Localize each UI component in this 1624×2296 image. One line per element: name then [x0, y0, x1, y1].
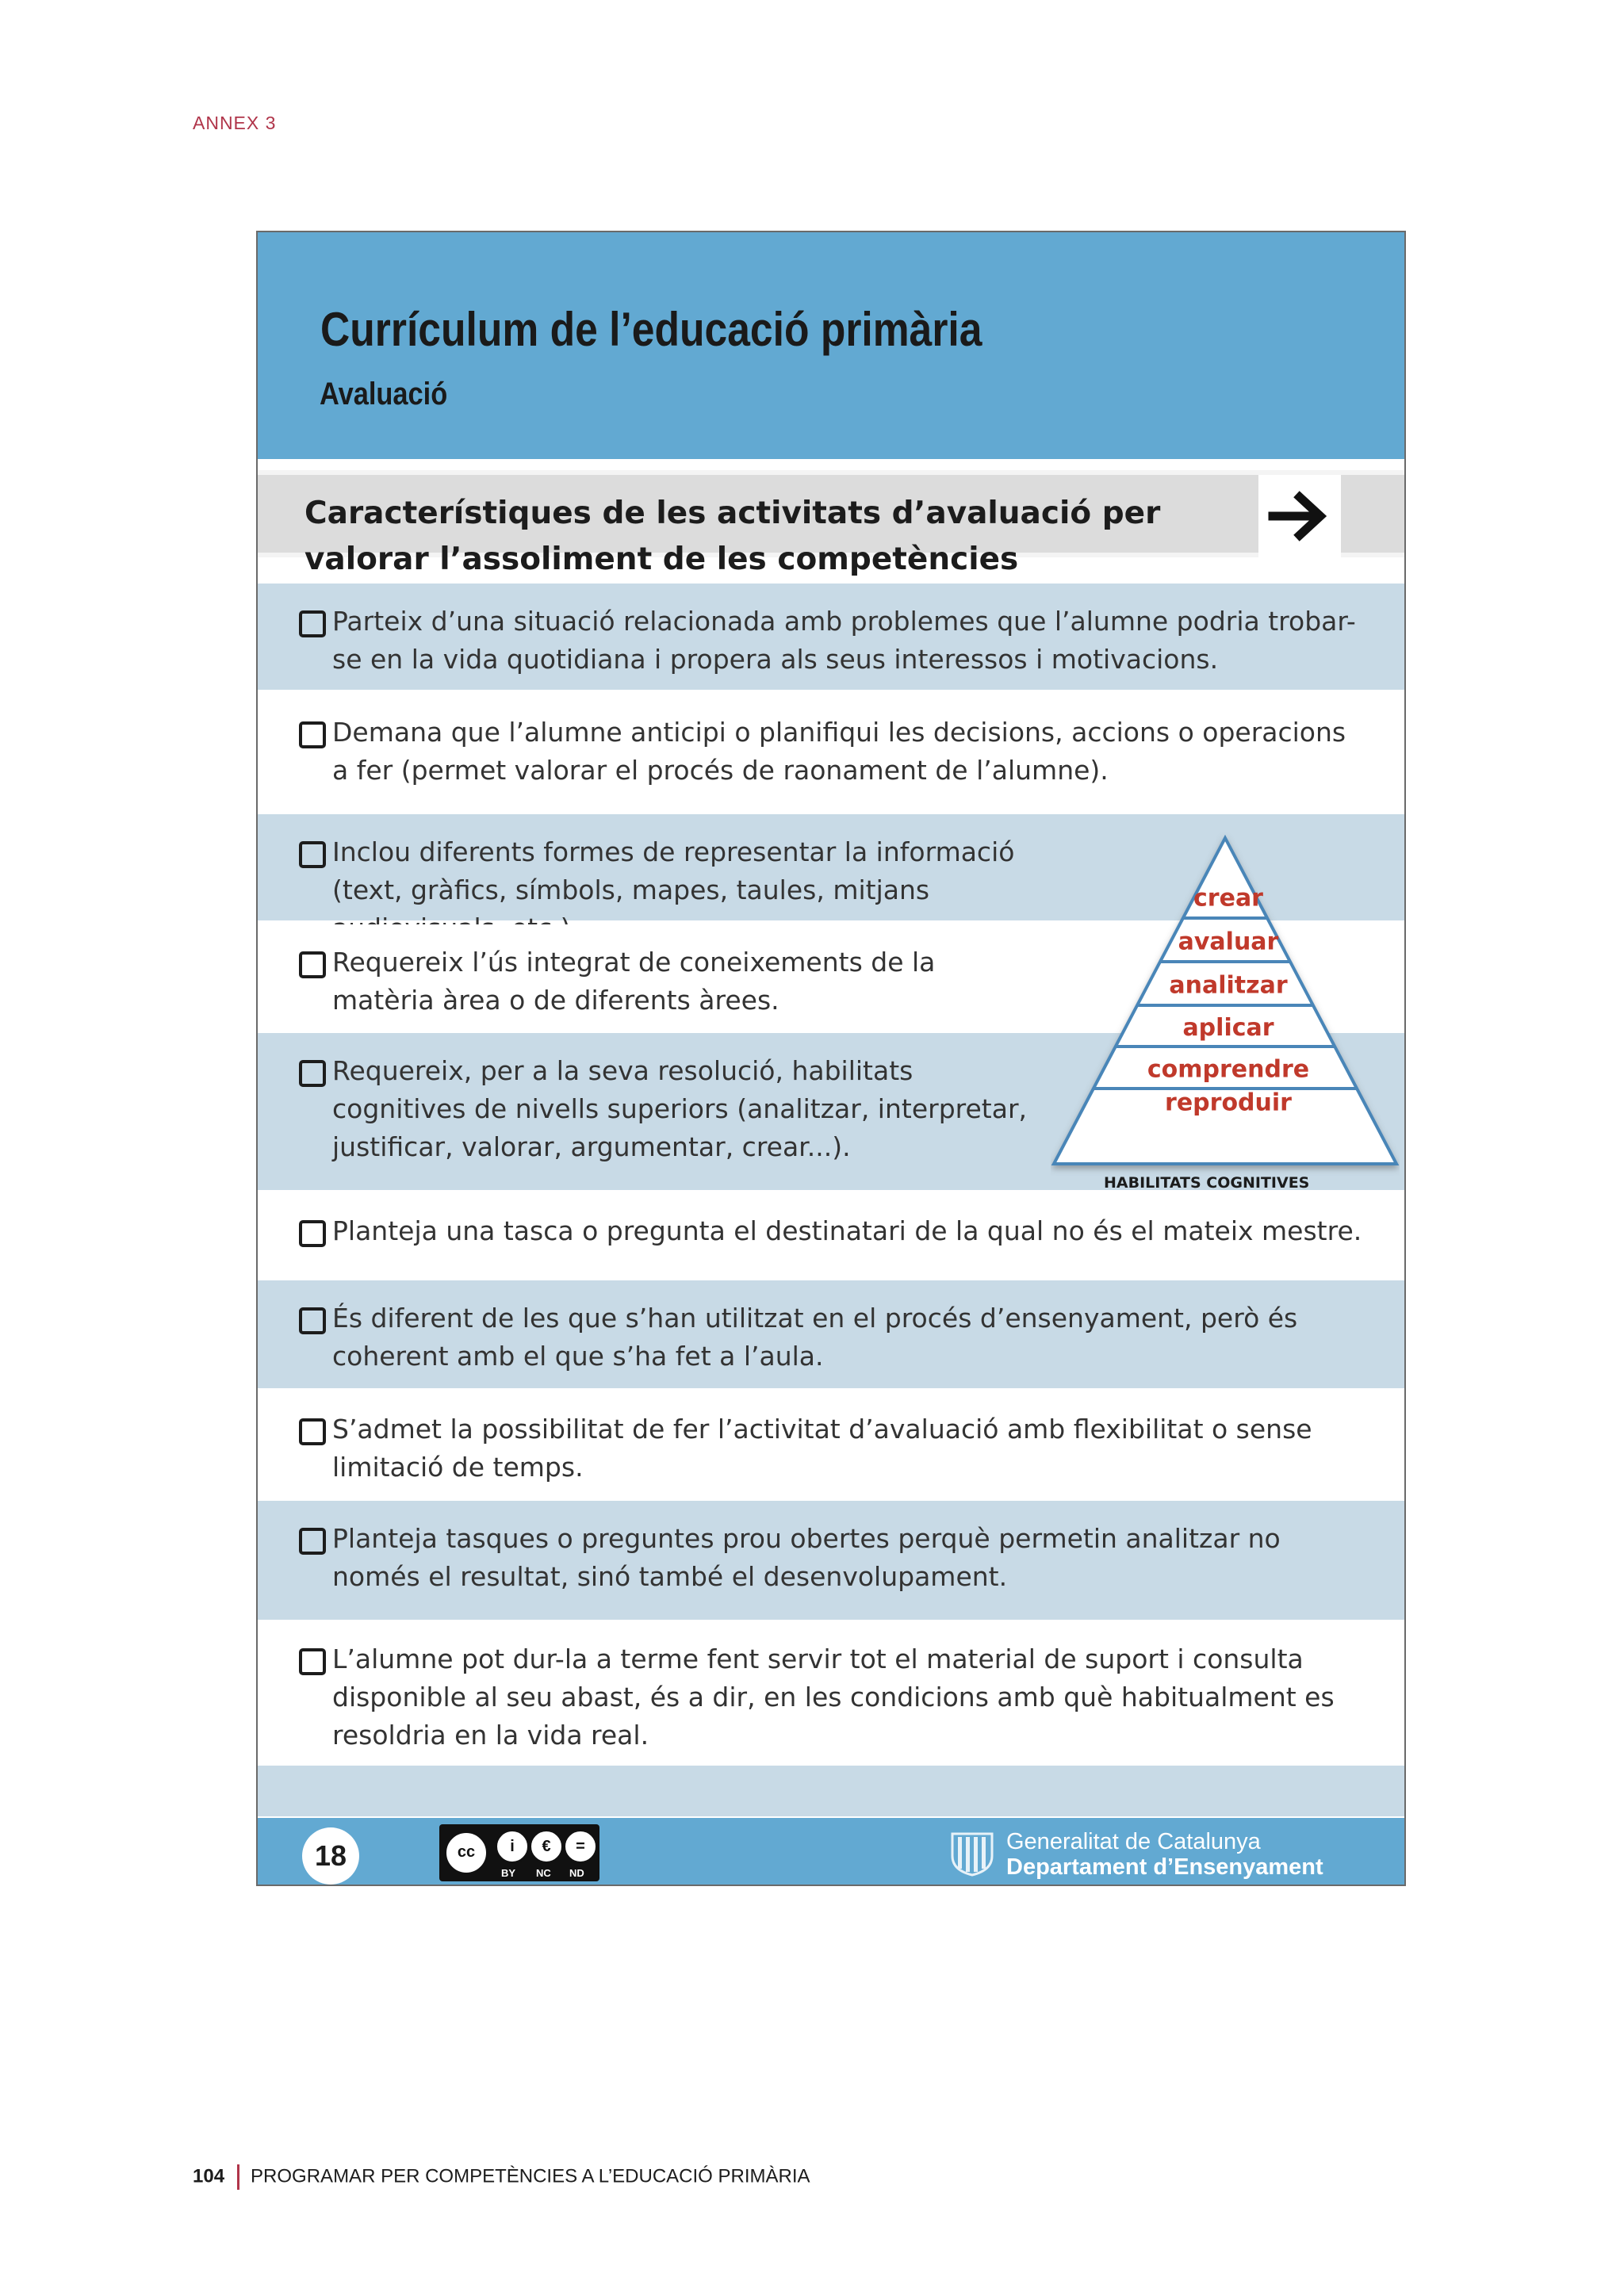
- slide-title: Currículum de l’educació primària: [320, 303, 982, 356]
- checkbox[interactable]: [299, 841, 326, 868]
- checkbox[interactable]: [299, 721, 326, 748]
- checklist-item-text: L’alumne pot dur-la a terme fent servir tot el material de suport i consulta disponible al seu abast, és a dir, en les condicions amb què habitualment es resoldria en la vida real.: [332, 1644, 1335, 1751]
- pyramid-level-avaluar: avaluar: [1178, 928, 1279, 956]
- pyramid-level-aplicar: aplicar: [1182, 1014, 1274, 1042]
- pyramid-caption: HABILITATS COGNITIVES: [1104, 1174, 1310, 1192]
- checklist-item: [258, 1193, 1404, 1280]
- footer-separator: [237, 2164, 239, 2190]
- checklist-item-text: Planteja una tasca o pregunta el destinatari de la qual no és el mateix mestre.: [332, 1215, 1362, 1246]
- checkbox[interactable]: [299, 610, 326, 637]
- filler-strip: [258, 1766, 1404, 1816]
- checklist-item: [258, 1391, 1404, 1499]
- cc-icon: cc: [444, 1831, 488, 1875]
- arrow-button[interactable]: [1258, 475, 1341, 557]
- checklist-item: [258, 584, 1404, 690]
- checklist-item: [258, 1501, 1404, 1620]
- license-nd: ND: [569, 1867, 584, 1879]
- checkbox[interactable]: [299, 1648, 326, 1675]
- slide-footer: [258, 1818, 1404, 1886]
- checklist-item-text: Requereix, per a la seva resolució, habilitats cognitives de nivells superiors (analitzar, interpretar, justificar, valorar, argumentar, crear...).: [332, 1055, 1027, 1162]
- slide-number: 18: [302, 1827, 359, 1885]
- checkbox[interactable]: [299, 1220, 326, 1247]
- section-bar: [258, 470, 1404, 577]
- cognitive-skills-pyramid: [1051, 827, 1400, 1200]
- noderivatives-icon: =: [563, 1829, 598, 1864]
- running-title: PROGRAMAR PER COMPETÈNCIES A L’EDUCACIÓ PRIMÀRIA: [251, 2165, 810, 2187]
- checkbox[interactable]: [299, 1418, 326, 1445]
- checklist-item-text: Planteja tasques o preguntes prou obertes perquè permetin analitzar no només el resultat, sinó també el desenvolupament.: [332, 1523, 1281, 1592]
- section-title: Característiques de les activitats d’avaluació per valorar l’assoliment de les competències: [304, 496, 1161, 577]
- cc-license-badge: [439, 1824, 599, 1881]
- checkbox[interactable]: [299, 1528, 326, 1555]
- org-line-1: Generalitat de Catalunya: [1006, 1829, 1261, 1854]
- page-number: 104: [193, 2165, 225, 2187]
- org-line-2: Departament d’Ensenyament: [1006, 1854, 1323, 1880]
- slide-header: [258, 232, 1404, 459]
- checklist-item-text: Requereix l’ús integrat de coneixements de la matèria àrea o de diferents àrees.: [332, 947, 936, 1016]
- license-by: BY: [501, 1867, 516, 1879]
- pyramid-level-analitzar: analitzar: [1169, 971, 1288, 1000]
- checklist-item: [258, 1621, 1404, 1762]
- pyramid-level-comprendre: comprendre: [1147, 1055, 1310, 1084]
- page-footer: [193, 2164, 810, 2190]
- generalitat-logo-icon: [949, 1829, 995, 1877]
- pyramid-level-reproduir: reproduir: [1165, 1089, 1292, 1117]
- slide-subtitle: Avaluació: [320, 377, 448, 411]
- checklist-item-text: Parteix d’una situació relacionada amb problemes que l’alumne podria trobar-se en la vida quotidiana i propera als seus interessos i motivacions.: [332, 606, 1356, 675]
- pyramid-level-crear: crear: [1193, 884, 1263, 913]
- checklist-item: [258, 1280, 1404, 1388]
- checklist-item-text: Inclou diferents formes de representar la informació (text, gràfics, símbols, mapes, taules, mitjans: [332, 836, 1015, 905]
- checklist-item: [258, 695, 1404, 810]
- header-gap: [258, 459, 1404, 469]
- noncommercial-icon: €: [529, 1829, 564, 1864]
- checklist-item-text: Demana que l’alumne anticipi o planifiqui les decisions, accions o operacions a fer (permet valorar el procés de raonament de l’alumne).: [332, 717, 1346, 786]
- checkbox[interactable]: [299, 1060, 326, 1087]
- checklist-item-text: S’admet la possibilitat de fer l’activitat d’avaluació amb flexibilitat o sense limitació de temps.: [332, 1414, 1312, 1483]
- checkbox[interactable]: [299, 951, 326, 978]
- license-nc: NC: [536, 1867, 551, 1879]
- slide-card: [256, 231, 1406, 1886]
- arrow-right-icon: [1268, 486, 1331, 546]
- annex-label: ANNEX 3: [193, 113, 277, 133]
- by-attribution-icon: i: [495, 1829, 530, 1864]
- checklist-item-text: És diferent de les que s’han utilitzat en el procés d’ensenyament, però és coherent amb el que s’ha fet a l’aula.: [332, 1303, 1298, 1372]
- checkbox[interactable]: [299, 1307, 326, 1334]
